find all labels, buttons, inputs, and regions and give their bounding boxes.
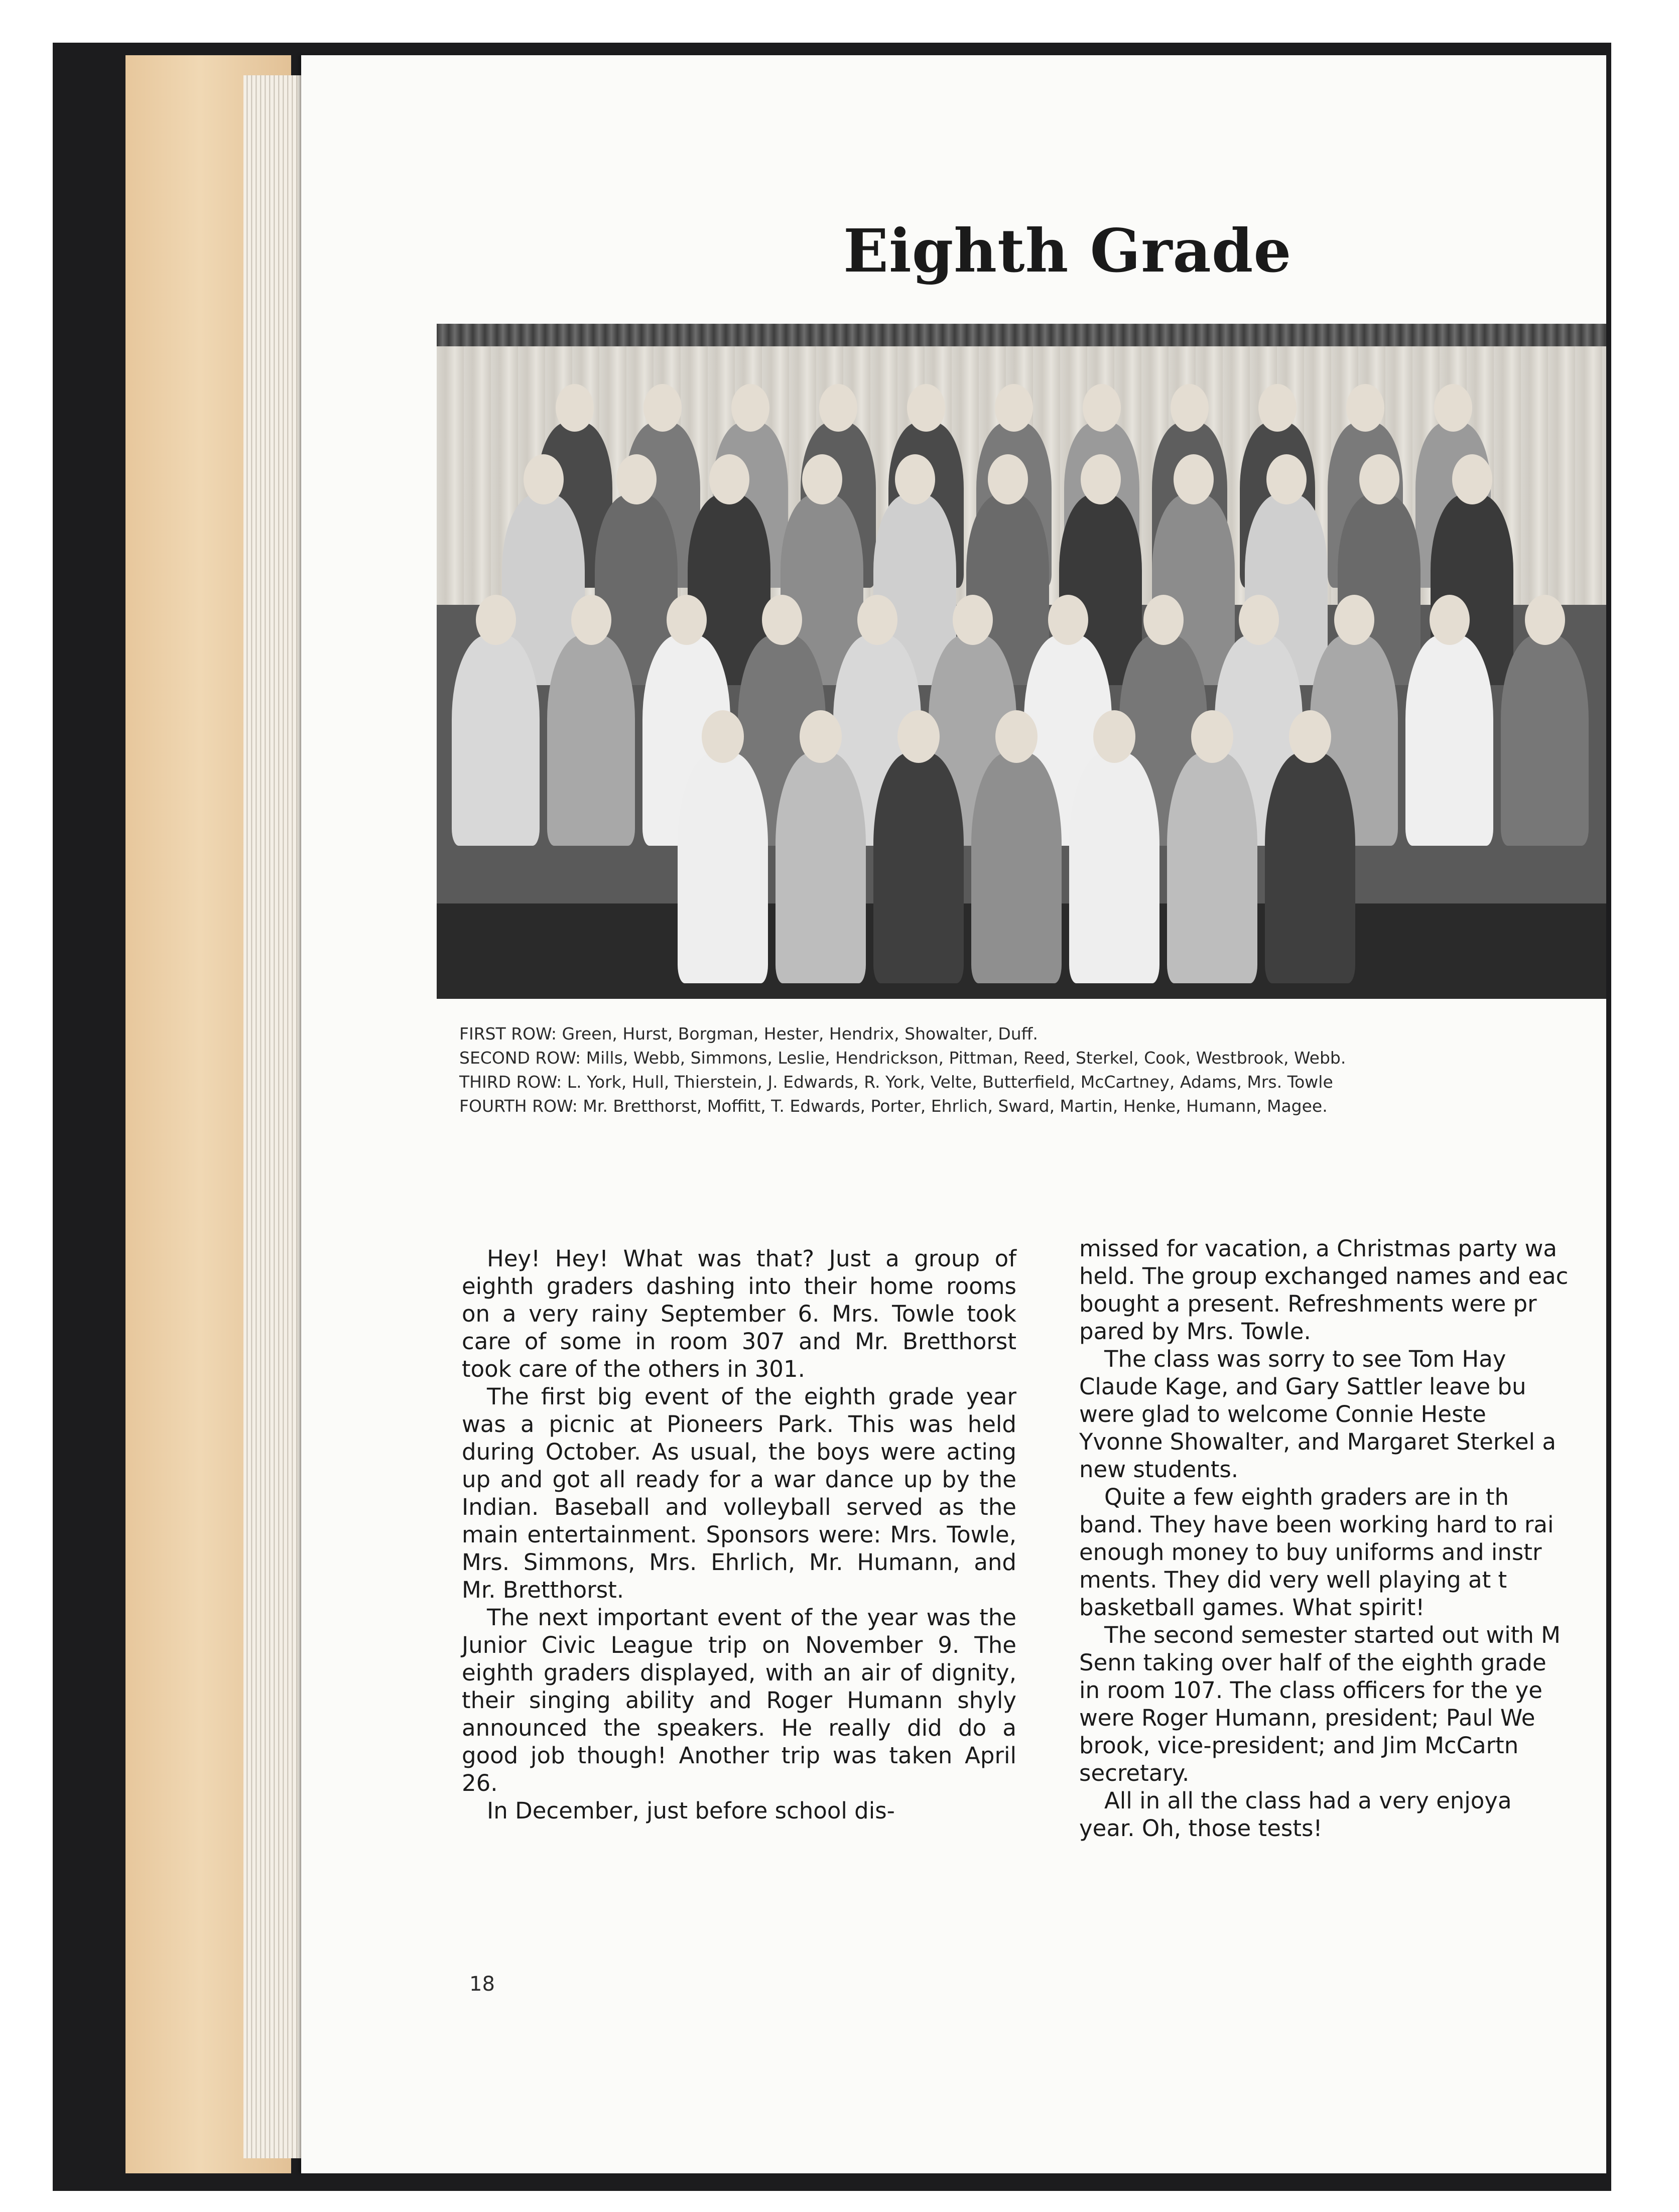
student-figure — [1167, 752, 1257, 983]
paragraph: In December, just before school dis- — [487, 1797, 895, 1824]
text-line: held. The group exchanged names and eac — [1079, 1263, 1569, 1289]
student-head — [1171, 384, 1209, 432]
student-head — [709, 454, 749, 504]
student-head — [1093, 710, 1135, 763]
student-head — [476, 595, 516, 645]
student-head — [907, 384, 945, 432]
student-head — [667, 595, 707, 645]
text-line: The second semester started out with M — [1104, 1622, 1561, 1648]
student-head — [1258, 384, 1297, 432]
caption-first-row: FIRST ROW: Green, Hurst, Borgman, Hester, Hendrix, Showalter, Duff. — [459, 1024, 1038, 1044]
text-line: Yvonne Showalter, and Margaret Sterkel a — [1079, 1428, 1556, 1455]
student-figure — [971, 752, 1062, 983]
text-line: Quite a few eighth graders are in th — [1104, 1484, 1509, 1510]
student-head — [616, 454, 657, 504]
student-figure — [1501, 635, 1589, 846]
text-line: secretary. — [1079, 1760, 1190, 1786]
text-line: Claude Kage, and Gary Sattler leave bu — [1079, 1373, 1526, 1400]
page-number: 18 — [469, 1973, 495, 1996]
article-right-column — [1079, 1235, 1606, 1842]
paragraph: Hey! Hey! What was that? Just a group of eighth graders dashing into their home rooms on a very rainy September 6. Mrs. Towle took care of some in room 307 and Mr. Bretthorst took care of the others in 301. — [462, 1245, 1016, 1382]
student-head — [1289, 710, 1331, 763]
student-figure — [1069, 752, 1159, 983]
student-head — [702, 710, 744, 763]
student-figure — [776, 752, 866, 983]
student-head — [1048, 595, 1088, 645]
student-head — [762, 595, 802, 645]
class-photo — [437, 324, 1606, 999]
caption-fourth-row: FOURTH ROW: Mr. Bretthorst, Moffitt, T. Edwards, Porter, Ehrlich, Sward, Martin, Henke, Humann, Magee. — [459, 1096, 1328, 1116]
student-head — [556, 384, 594, 432]
student-head — [800, 710, 842, 763]
text-line: All in all the class had a very enjoya — [1104, 1787, 1512, 1814]
student-head — [1239, 595, 1279, 645]
student-head — [643, 384, 682, 432]
text-line: year. Oh, those tests! — [1079, 1815, 1323, 1842]
student-head — [802, 454, 842, 504]
student-head — [1452, 454, 1492, 504]
student-head — [1359, 454, 1399, 504]
student-figure — [678, 752, 768, 983]
paragraph: The first big event of the eighth grade year was a picnic at Pioneers Park. This was held during October. As usual, the boys were acting up and got all ready for a war dance up by the Indian. Baseball and volleyball served as the main entertainment. Sponsors were: Mrs. Towle, Mrs. Simmons, Mrs. Ehrlich, Mr. Humann, and Mr. Bretthorst. — [462, 1383, 1016, 1603]
text-line: The class was sorry to see Tom Hay — [1104, 1346, 1506, 1372]
student-head — [1266, 454, 1307, 504]
student-head — [988, 454, 1028, 504]
student-head — [857, 595, 897, 645]
text-line: ments. They did very well playing at t — [1079, 1567, 1507, 1593]
text-line: basketball games. What spirit! — [1079, 1594, 1425, 1621]
student-figure — [873, 752, 964, 983]
student-figure — [452, 635, 540, 846]
text-line: were glad to welcome Connie Heste — [1079, 1401, 1486, 1427]
student-head — [524, 454, 564, 504]
text-line: in room 107. The class officers for the ye — [1079, 1677, 1542, 1704]
student-head — [1434, 384, 1472, 432]
text-line: band. They have been working hard to rai — [1079, 1511, 1554, 1538]
student-head — [953, 595, 993, 645]
student-head — [571, 595, 611, 645]
student-head — [995, 710, 1038, 763]
text-line: missed for vacation, a Christmas party wa — [1079, 1235, 1557, 1262]
text-line: enough money to buy uniforms and instr — [1079, 1539, 1542, 1566]
student-head — [1083, 384, 1121, 432]
student-head — [1143, 595, 1184, 645]
curtain-valance — [437, 324, 1606, 346]
student-figure — [1405, 635, 1493, 846]
student-head — [995, 384, 1033, 432]
student-head — [1191, 710, 1233, 763]
student-head — [895, 454, 935, 504]
text-line: pared by Mrs. Towle. — [1079, 1318, 1311, 1345]
paragraph: The next important event of the year was the Junior Civic League trip on November 9. The eighth graders displayed, with an air of dignity, their singing ability and Roger Humann shyly announced the speakers. He really did do a good job though! Another trip was taken April 26. — [462, 1604, 1016, 1796]
student-head — [1430, 595, 1470, 645]
student-figure — [1265, 752, 1355, 983]
student-figure — [547, 635, 635, 846]
text-line: new students. — [1079, 1456, 1239, 1483]
text-line: brook, vice-president; and Jim McCartn — [1079, 1732, 1519, 1759]
text-line: were Roger Humann, president; Paul We — [1079, 1705, 1535, 1731]
student-head — [1174, 454, 1214, 504]
caption-second-row: SECOND ROW: Mills, Webb, Simmons, Leslie, Hendrickson, Pittman, Reed, Sterkel, Cook, Westbrook, Webb. — [459, 1048, 1346, 1068]
student-head — [819, 384, 857, 432]
text-line: bought a present. Refreshments were pr — [1079, 1290, 1537, 1317]
student-head — [897, 710, 940, 763]
article-left-column — [462, 1245, 1016, 1825]
student-head — [731, 384, 769, 432]
book-right-edge — [1606, 43, 1611, 2191]
text-line: Senn taking over half of the eighth grade — [1079, 1649, 1546, 1676]
student-head — [1334, 595, 1374, 645]
student-head — [1346, 384, 1384, 432]
caption-third-row: THIRD ROW: L. York, Hull, Thierstein, J. Edwards, R. York, Velte, Butterfield, McCartney, Adams, Mrs. Towle — [459, 1072, 1333, 1092]
student-head — [1525, 595, 1565, 645]
page-title: Eighth Grade — [843, 216, 1292, 286]
student-head — [1081, 454, 1121, 504]
